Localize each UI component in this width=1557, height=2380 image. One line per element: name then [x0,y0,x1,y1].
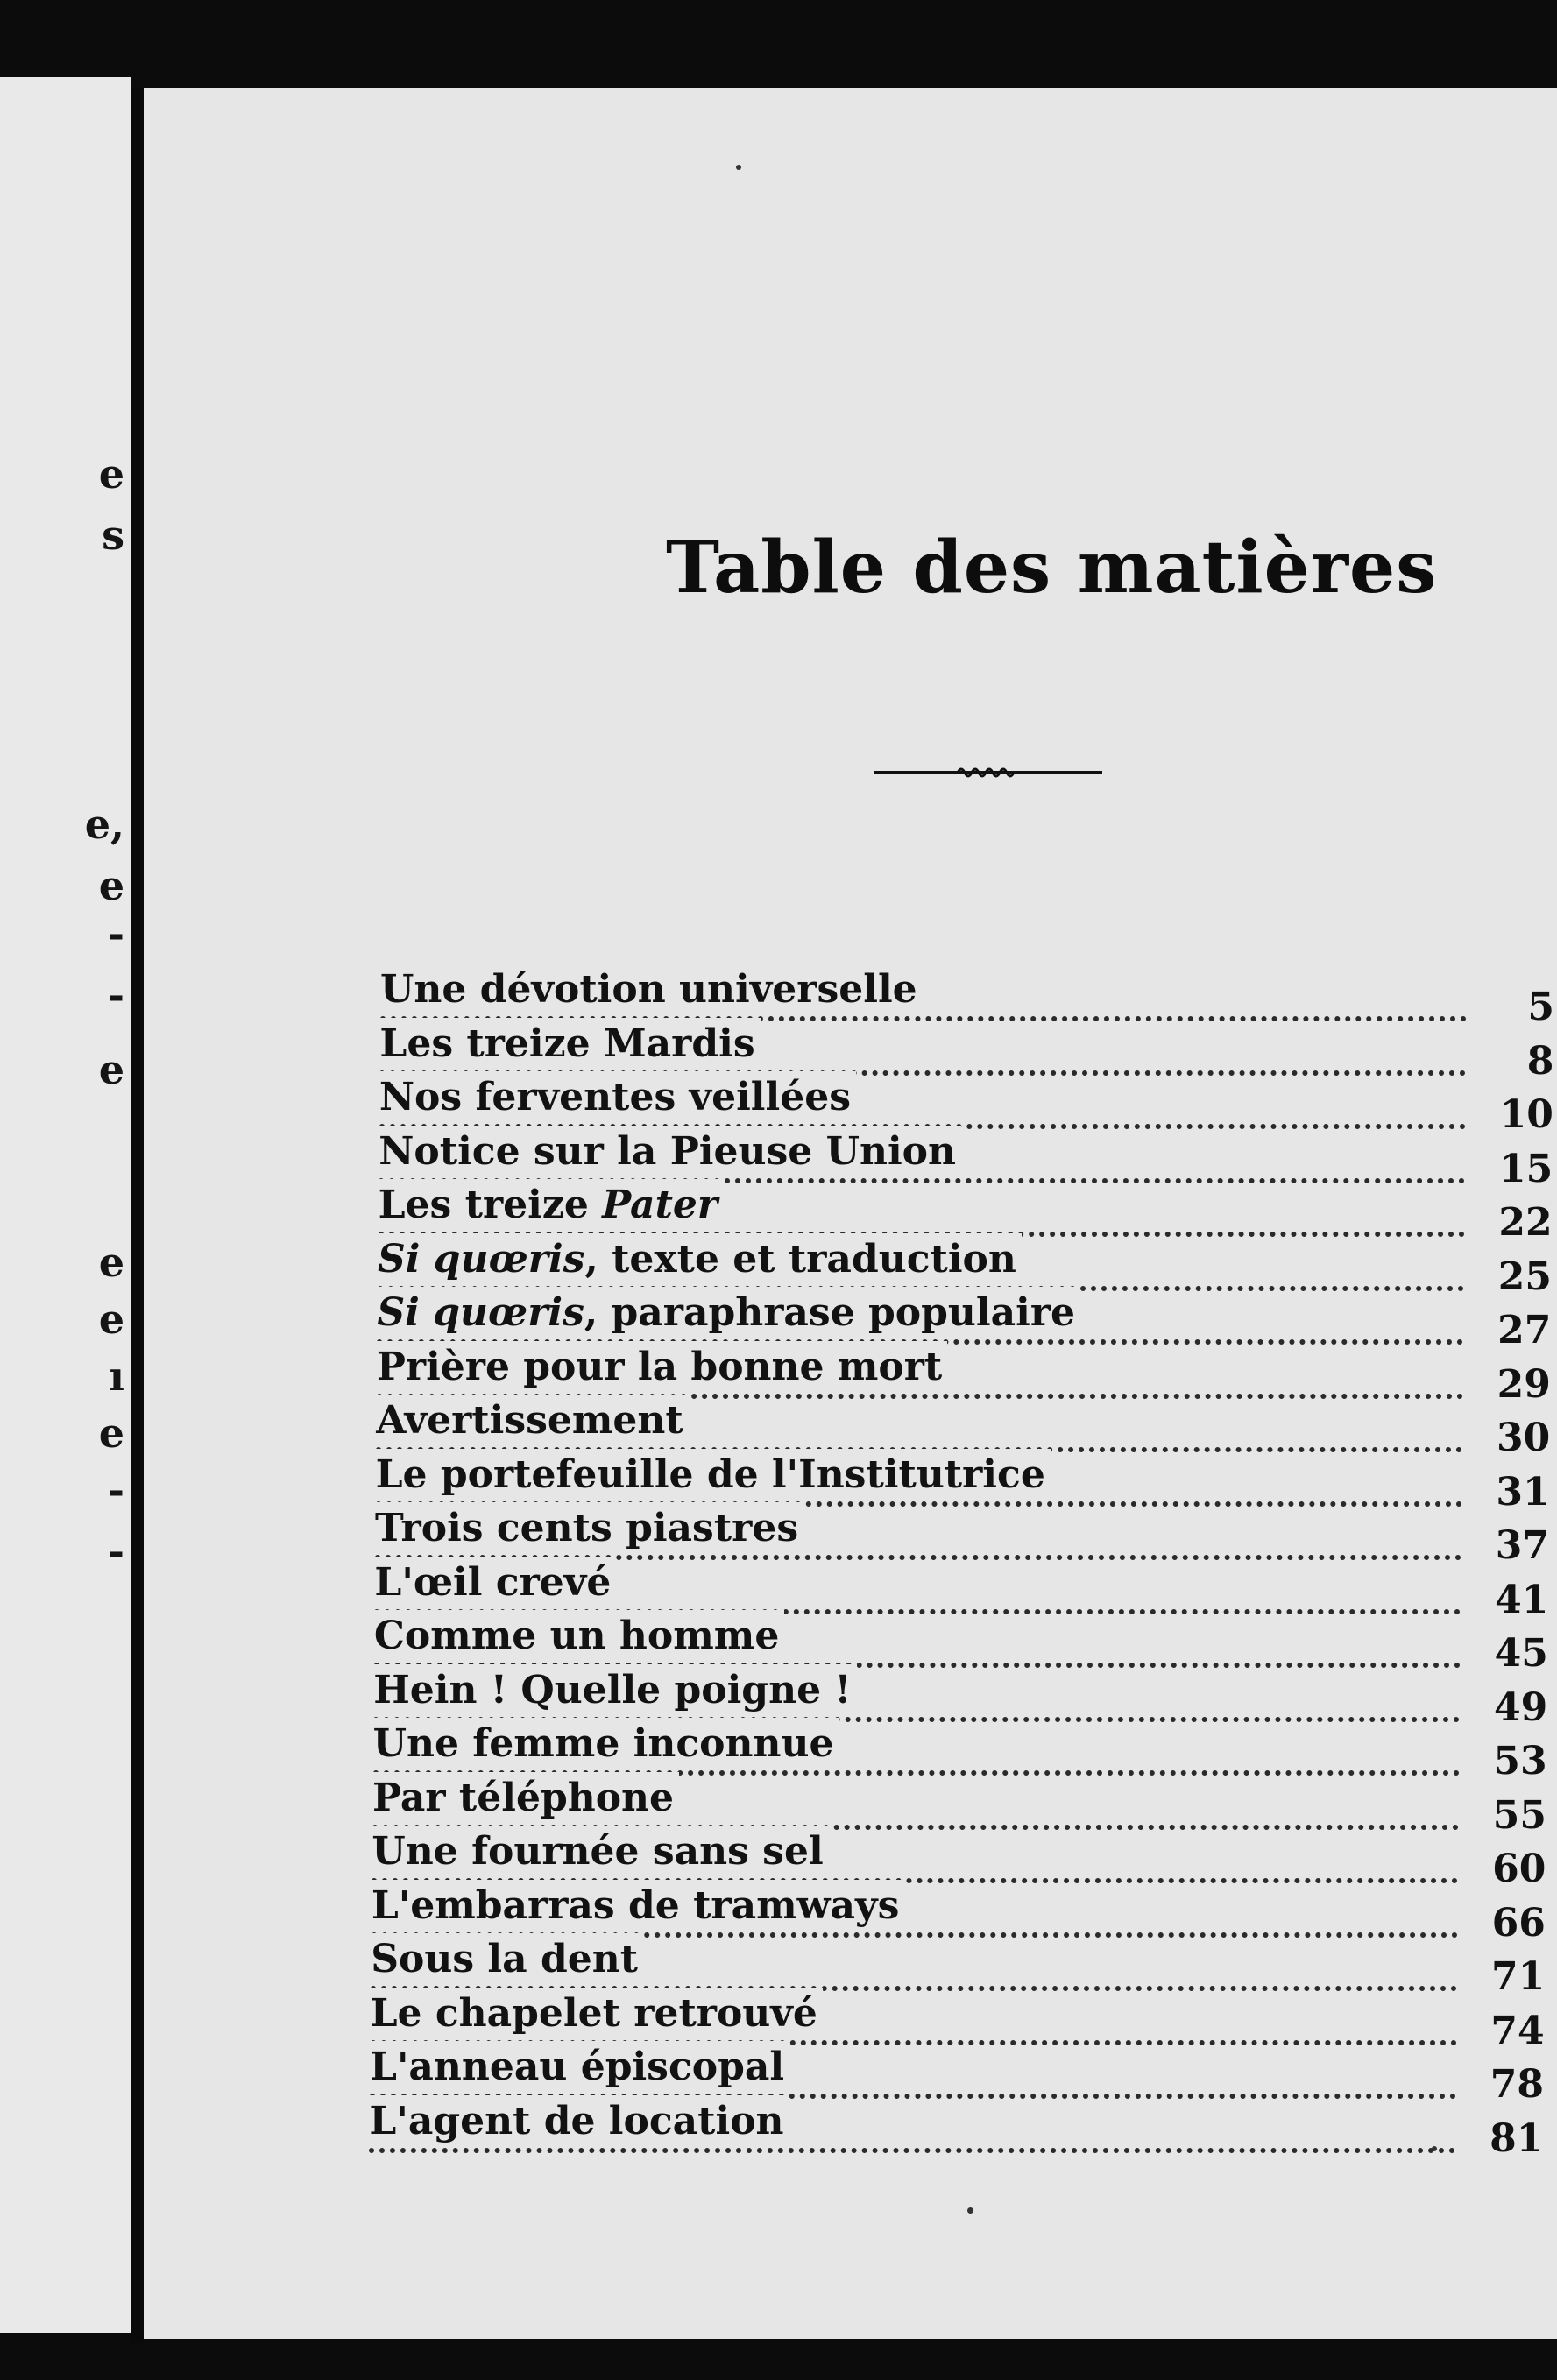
toc-entry [377,1287,1557,1352]
toc-entry-title: Le portefeuille de l'Institutrice [376,1449,1051,1501]
toc-entry [375,1449,1557,1515]
toc-entry [372,1826,1557,1891]
toc-entry-title: L'embarras de tramways [372,1880,905,1932]
toc-entry [378,1179,1557,1245]
toc-entry [379,1018,1557,1084]
left-page-fragment: e [98,1046,124,1093]
toc-entry-title: Notice sur la Pieuse Union [379,1126,961,1178]
toc-page-number: 30 [1496,1416,1551,1460]
toc-page-number: 25 [1497,1254,1552,1299]
toc-entry [372,1772,1557,1838]
toc-entry-title: L'agent de location [369,2095,789,2148]
toc-entry [378,1233,1557,1299]
toc-entry-title: Par téléphone [372,1772,679,1825]
toc-entry-title: Avertissement [376,1395,689,1447]
toc-entry [371,1880,1557,1946]
toc-page-number: 10 [1499,1092,1553,1137]
toc-entry [379,1071,1557,1137]
toc-entry-title: L'œil crevé [374,1557,616,1609]
toc-page-number: 60 [1492,1847,1546,1891]
toc-page-number: 71 [1490,1954,1546,1999]
toc-entry [369,2095,1557,2161]
toc-entry-title: Prière pour la bonne mort [377,1341,947,1394]
toc-page-number: 41 [1495,1577,1549,1622]
left-page-fragment: e [98,1296,124,1343]
toc-page-number: 8 [1526,1038,1554,1084]
left-page-fragment: e [98,862,124,909]
left-page-fragment: e [98,1409,124,1457]
toc-entry-title: Une femme inconnue [373,1718,839,1770]
toc-entry [376,1395,1557,1460]
left-page-fragment: e [98,450,124,498]
toc-entry-title: Nos ferventes veillées [379,1071,856,1124]
left-page-fragment: - [107,1528,124,1575]
toc-entry-title-suffix: , texte et traduction [584,1236,1016,1282]
left-page-fragment: - [107,971,124,1019]
title-ornament [874,760,1102,781]
toc-page-number: 29 [1497,1361,1551,1407]
toc-page-number: 15 [1498,1146,1553,1191]
toc-page-number: 49 [1493,1684,1548,1730]
left-page-fragment: e [98,1239,124,1286]
toc-entry-title: Les treize Mardis [379,1018,760,1070]
toc-page-number: 27 [1497,1308,1552,1352]
toc-entry [374,1557,1557,1622]
toc-page-number: 78 [1490,2062,1544,2107]
toc-page-number: 66 [1491,1900,1546,1946]
toc-entry [372,1718,1557,1783]
toc-page-number: 55 [1492,1792,1546,1838]
toc-entry-title: Trois cents piastres [375,1502,803,1555]
toc-entry [373,1610,1557,1676]
toc-entry [379,1126,1557,1191]
toc-page-number: 22 [1498,1200,1553,1245]
left-facing-page [0,77,131,2333]
toc-entry-title: Une dévotion universelle [380,964,923,1016]
toc-entry-title-italic: Si quœris [377,1290,584,1335]
toc-entry [375,1502,1557,1568]
toc-entry-title: Sous la dent [371,1933,643,1986]
toc-entry-title-italic: Pater [602,1183,718,1227]
toc-entry [370,2041,1557,2107]
toc-entry-title-italic: Si quœris [378,1236,585,1282]
toc-entry-title [378,1233,1022,1286]
left-page-fragment: - [107,910,124,957]
toc-entry-title-prefix: Les treize [378,1183,603,1227]
toc-page-number: 74 [1490,2008,1545,2053]
left-page-fragment: s [102,512,124,559]
page-edge-rule [131,88,144,2343]
page [144,88,1557,2339]
toc-page-number: 31 [1496,1469,1550,1515]
toc-page-number: 53 [1493,1739,1547,1783]
toc-entry-title: Hein ! Quelle poigne ! [373,1664,857,1717]
toc-entry [371,1933,1557,1999]
toc-entry-title: L'anneau épiscopal [370,2041,789,2094]
left-page-fragment: ı [109,1352,124,1400]
toc-page-number: 45 [1494,1631,1548,1676]
toc-entry-title [377,1287,1080,1339]
toc-page-number: 81 [1490,2115,1544,2161]
left-page-fragment: - [107,1466,124,1514]
toc-page-number: 5 [1527,985,1554,1029]
page-title: Table des matières [666,526,1438,610]
toc-entry [373,1664,1557,1730]
toc-entry-title-suffix: , paraphrase populaire [584,1290,1075,1335]
toc-entry-title [379,1179,723,1232]
toc-entry-title: Le chapelet retrouvé [371,1988,823,2040]
toc-page-number: 37 [1495,1523,1549,1568]
print-speck [967,2207,973,2214]
left-page-fragment: e, [84,801,124,848]
toc-entry [380,964,1557,1029]
toc-entry [370,1988,1557,2053]
print-speck [736,165,741,170]
toc-entry [376,1341,1557,1407]
toc-entry-title: Une fournée sans sel [372,1826,828,1878]
toc-entry-title: Comme un homme [374,1610,785,1663]
